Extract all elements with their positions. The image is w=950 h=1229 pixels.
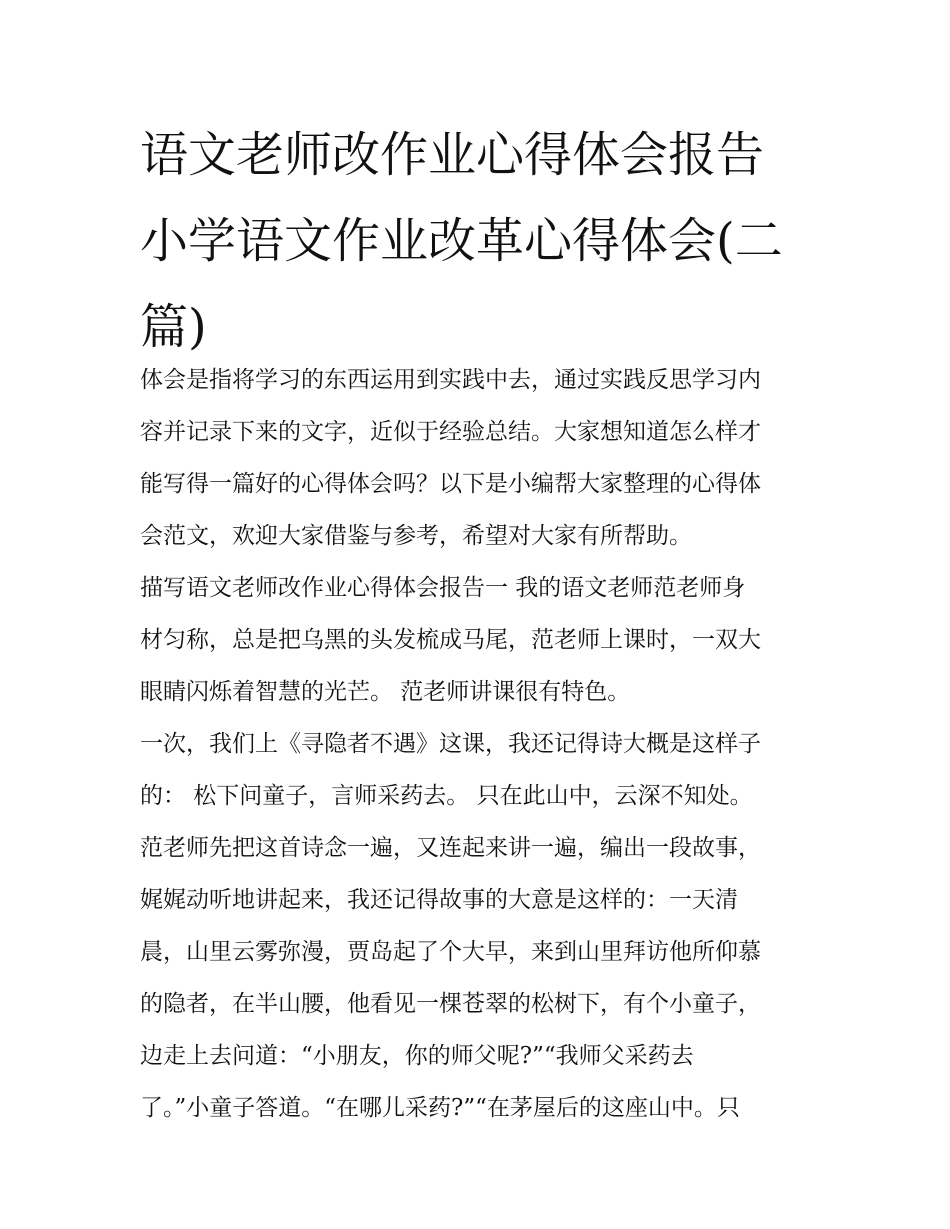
- text-line: 体会是指将学习的东西运用到实践中去，通过实践反思学习内: [140, 367, 761, 393]
- text-line: 容并记录下来的文字，近似于经验总结。大家想知道怎么样才: [140, 419, 761, 445]
- text-line: 会范文，欢迎大家借鉴与参考，希望对大家有所帮助。: [140, 523, 692, 549]
- page-title: [140, 112, 820, 370]
- text-line: 的隐者，在半山腰，他看见一棵苍翠的松树下，有个小童子，: [140, 991, 761, 1017]
- text-line: 边走上去问道：“小朋友，你的师父呢?”“我师父采药去: [140, 1043, 694, 1069]
- title-line: 语文老师改作业心得体会报告: [140, 127, 765, 183]
- body-text: [140, 354, 816, 1134]
- title-line: 篇): [140, 299, 207, 355]
- text-line: 材匀称，总是把乌黑的头发梳成马尾，范老师上课时，一双大: [140, 627, 761, 653]
- title-line: 小学语文作业改革心得体会(二: [140, 213, 783, 269]
- text-line: 描写语文老师改作业心得体会报告一 我的语文老师范老师身: [140, 575, 746, 601]
- text-line: 范老师先把这首诗念一遍，又连起来讲一遍，编出一段故事，: [140, 835, 761, 861]
- text-line: 娓娓动听地讲起来，我还记得故事的大意是这样的：一天清: [140, 887, 738, 913]
- text-line: 晨，山里云雾弥漫，贾岛起了个大早，来到山里拜访他所仰慕: [140, 939, 761, 965]
- text-line: 的： 松下问童子，言师采药去。 只在此山中，云深不知处。: [140, 783, 753, 809]
- text-line: 能写得一篇好的心得体会吗？以下是小编帮大家整理的心得体: [140, 471, 761, 497]
- text-line: 一次，我们上《寻隐者不遇》这课，我还记得诗大概是这样子: [140, 731, 761, 757]
- text-line: 了。”小童子答道。“在哪儿采药?”“在茅屋后的这座山中。只: [140, 1095, 740, 1121]
- text-line: 眼睛闪烁着智慧的光芒。 范老师讲课很有特色。: [140, 679, 631, 705]
